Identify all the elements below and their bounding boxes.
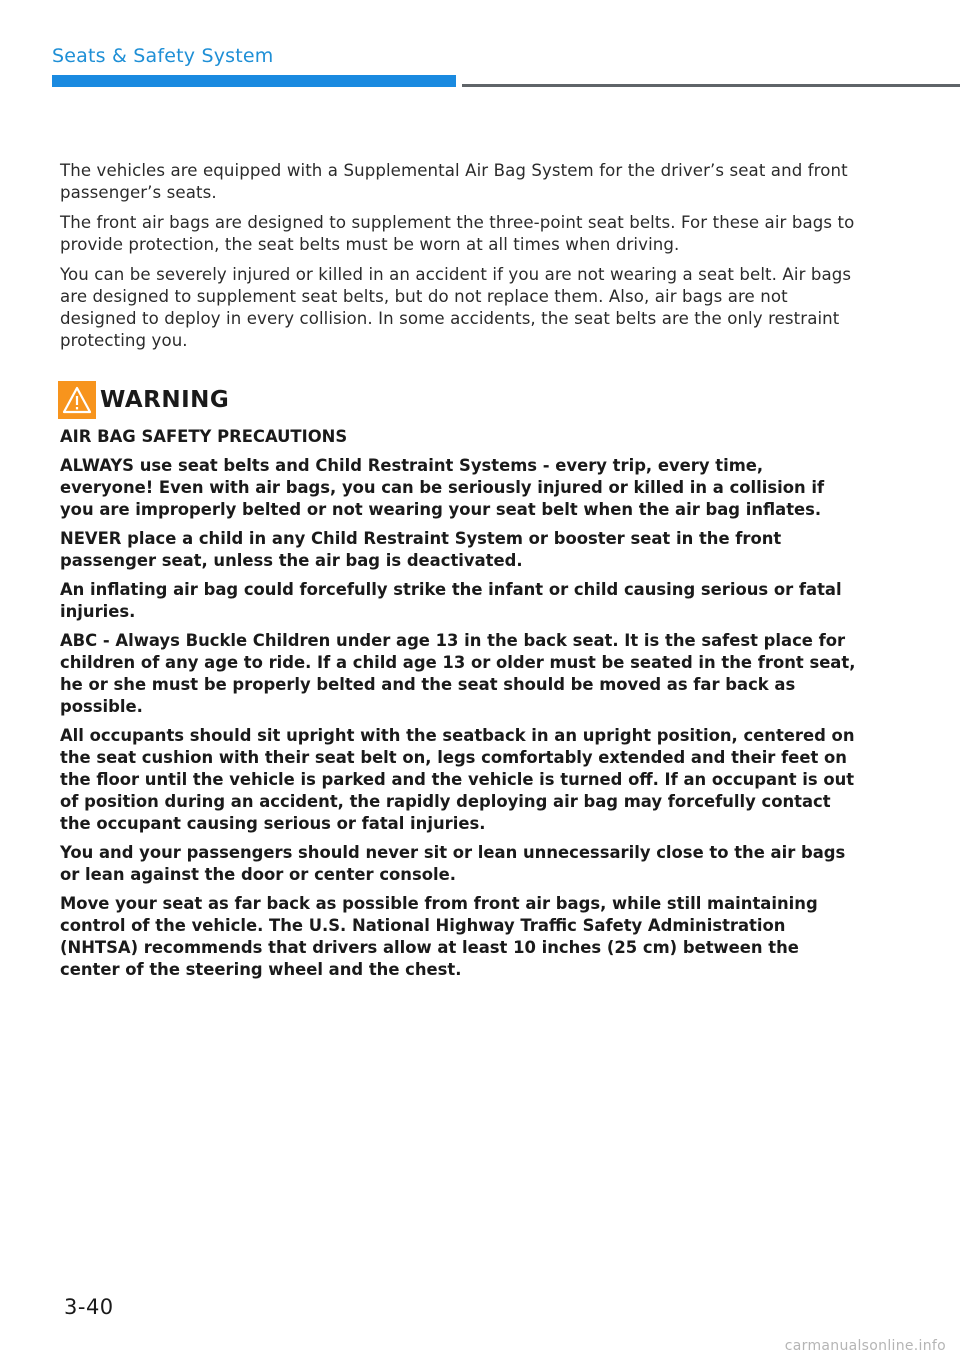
warning-paragraph: NEVER place a child in any Child Restraint System or booster seat in the front passenger seat, unless the air bag is deactivated. [60, 529, 782, 570]
warning-header [58, 380, 860, 420]
intro-paragraph: You can be severely injured or killed in an accident if you are not wearing a seat belt. Air bags are designed to supplement seat belts, but do not replace them. Also, air bags are not designed to deploy in every collision. In some accidents, the seat belts are the only restraint protecting you. [60, 265, 852, 350]
intro-paragraph: The vehicles are equipped with a Supplemental Air Bag System for the driver’s seat and front passenger’s seats. [60, 161, 848, 202]
warning-paragraph: ALWAYS use seat belts and Child Restraint Systems - every trip, every time, everyone! Even with air bags, you can be seriously injured or killed in a collision if you are improperly belted or not wearing your seat belt when the air bag inflates. [60, 456, 825, 519]
intro-paragraph: The front air bags are designed to supplement the three-point seat belts. For these air bags to provide protection, the seat belts must be worn at all times when driving. [60, 213, 855, 254]
warning-paragraph: All occupants should sit upright with the seatback in an upright position, centered on the seat cushion with their seat belt on, legs comfortably extended and their feet on the floor until the vehicle is parked and the vehicle is turned off. If an occupant is out of position during an accident, the rapidly deploying air bag may forcefully contact the occupant causing serious or fatal injuries. [60, 726, 855, 833]
page-number: 3-40 [64, 1295, 114, 1319]
section-title: Seats & Safety System [52, 45, 274, 67]
warning-title: WARNING [100, 387, 230, 413]
warning-paragraph: ABC - Always Buckle Children under age 13 in the back seat. It is the safest place for children of any age to ride. If a child age 13 or older must be seated in the front seat, he or she must be properly belted and the seat should be moved as far back as possible. [60, 631, 856, 716]
warning-triangle-icon [58, 381, 96, 419]
warning-paragraph: An inflating air bag could forcefully strike the infant or child causing serious or fatal injuries. [60, 580, 842, 621]
header-divider-line [462, 84, 960, 87]
warning-paragraph: Move your seat as far back as possible from front air bags, while still maintaining control of the vehicle. The U.S. National Highway Traffic Safety Administration (NHTSA) recommends that drivers allow at least 10 inches (25 cm) between the center of the steering wheel and the chest. [60, 894, 818, 979]
header-accent-bar [52, 75, 456, 87]
warning-body [60, 426, 860, 981]
warning-paragraph: You and your passengers should never sit or lean unnecessarily close to the air bags or lean against the door or center console. [60, 843, 846, 884]
page-content [60, 160, 860, 988]
intro-section [60, 160, 860, 352]
warning-subtitle: AIR BAG SAFETY PRECAUTIONS [60, 427, 348, 446]
watermark-link[interactable]: carmanualsonline.info [784, 1338, 946, 1354]
